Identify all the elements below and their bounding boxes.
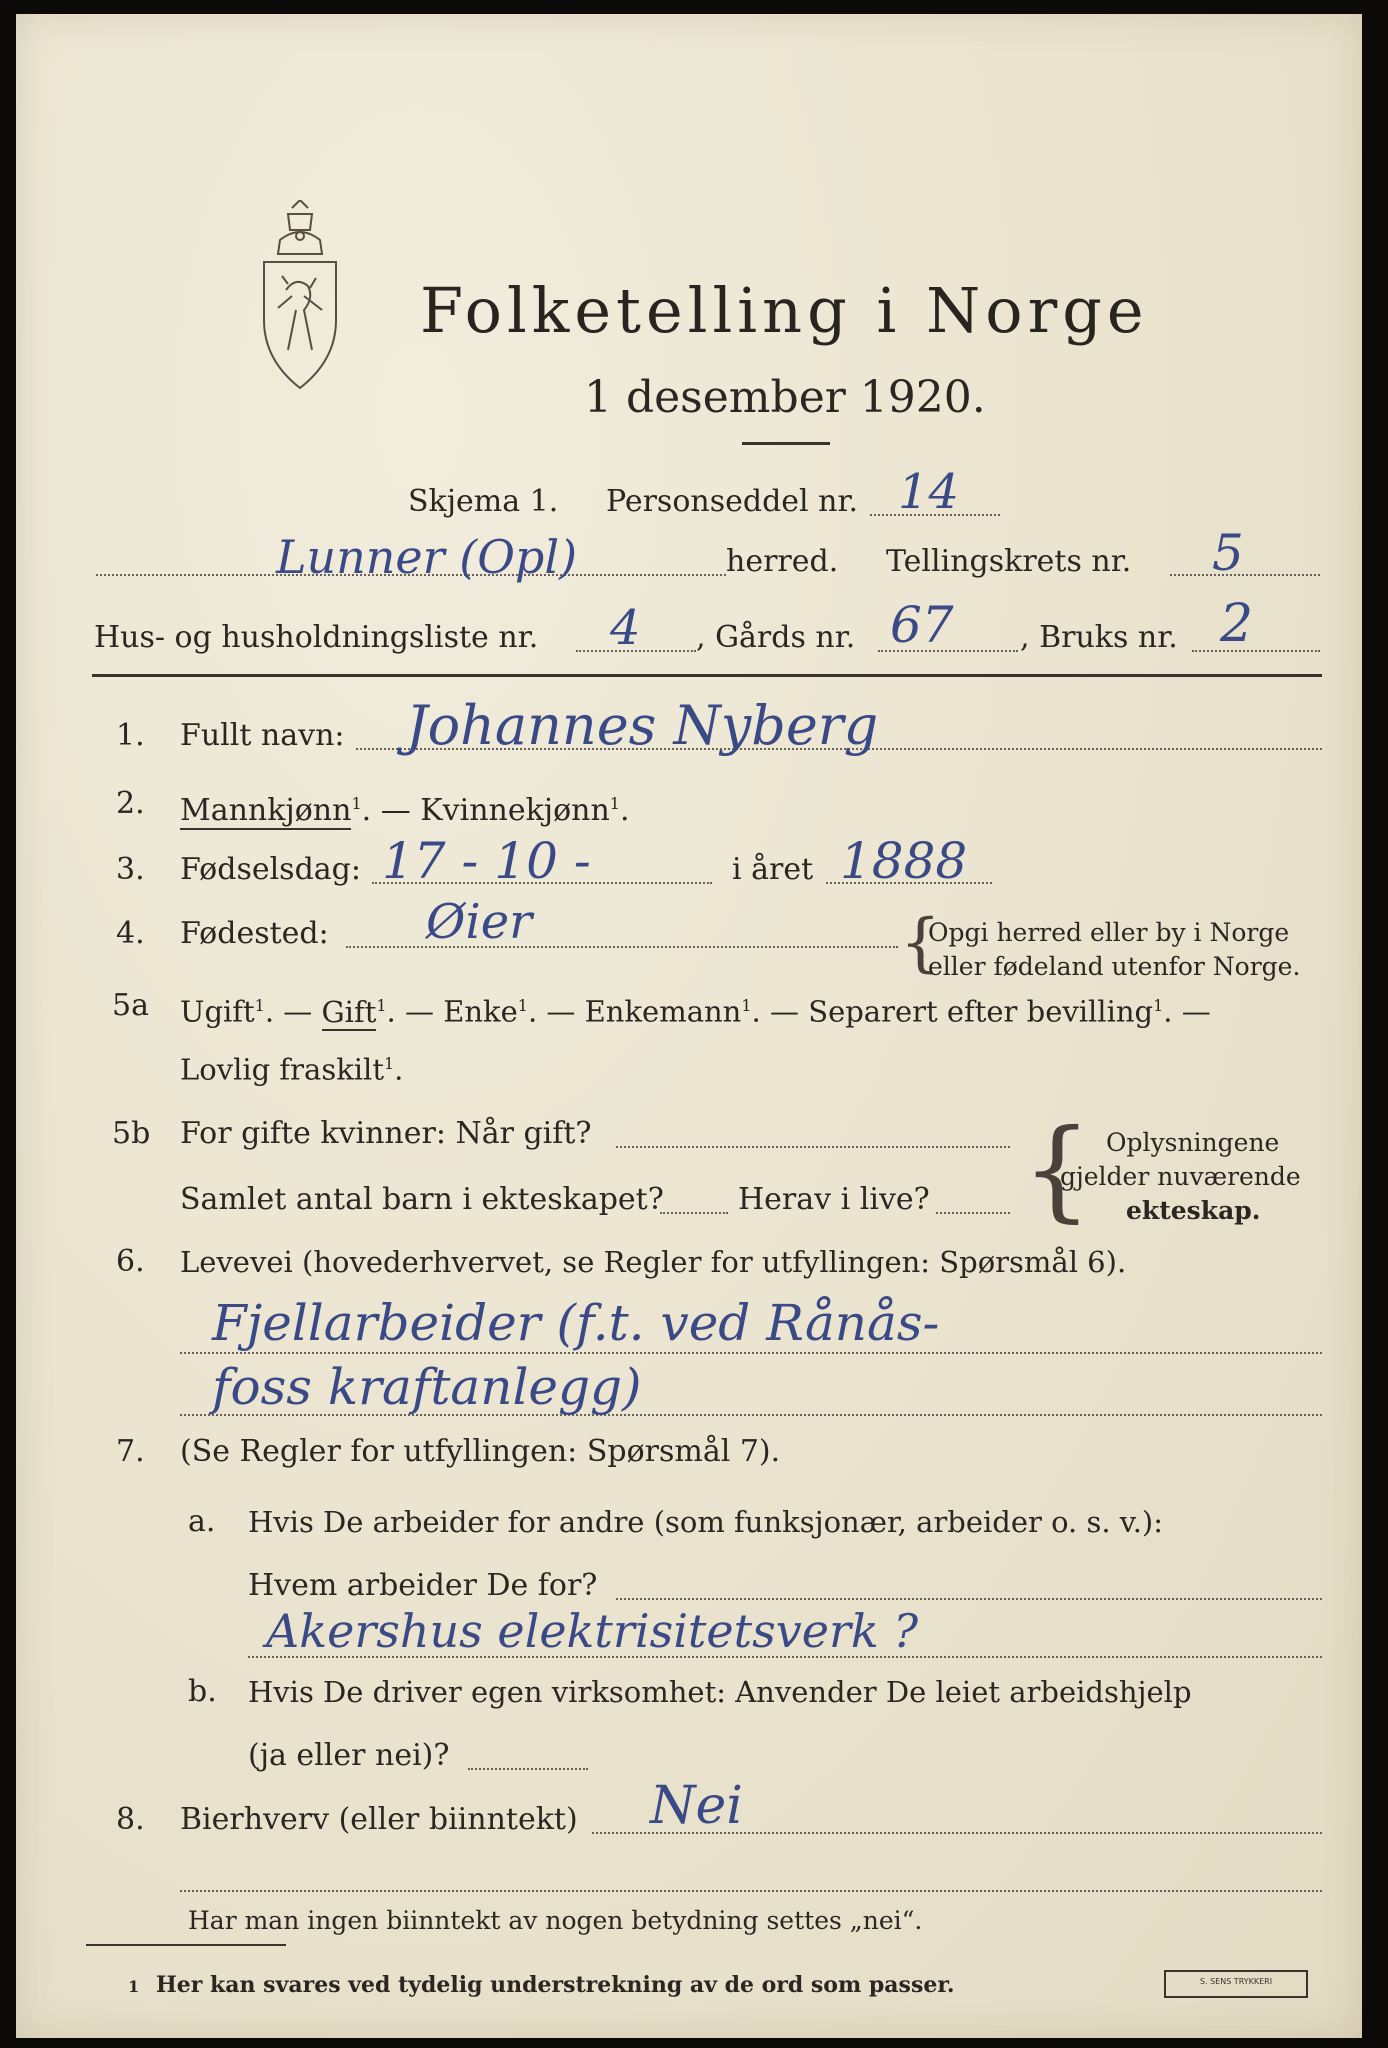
q7a-question: Hvem arbeider De for? [248, 1568, 598, 1603]
q5b-note-line2-text: gjelder nuværende [1060, 1162, 1301, 1191]
q7b-label: Hvis De driver egen virksomhet: Anvender De leiet arbeidshjelp [248, 1675, 1192, 1709]
q2-end: . [619, 793, 630, 828]
footnote-mark: 1 [376, 996, 387, 1015]
alive-line [936, 1212, 1010, 1214]
birthplace-value: Øier [426, 894, 533, 950]
year-label: i året [732, 852, 814, 887]
personseddel-label: Personseddel nr. [606, 484, 859, 519]
married-when-line [616, 1146, 1010, 1148]
employer-line1 [616, 1598, 1322, 1600]
herred-label: herred. [726, 544, 839, 579]
q2-separator: . — [361, 793, 421, 828]
female-option: Kvinnekjønn [420, 793, 610, 828]
q1-number: 1. [116, 718, 145, 753]
census-form [16, 14, 1362, 2038]
q5b-label3: Herav i live? [738, 1182, 930, 1217]
bruks-value: 2 [1220, 594, 1254, 654]
q6-number: 6. [116, 1244, 145, 1279]
gards-label: , Gårds nr. [696, 620, 856, 655]
occupation-line1 [180, 1352, 1322, 1354]
q7-label: (Se Regler for utfyllingen: Spørsmål 7). [180, 1434, 781, 1469]
skjema-label: Skjema 1. [408, 484, 559, 519]
q8-note: Har man ingen biinntekt av nogen betydning settes „nei“. [188, 1906, 923, 1935]
q5a-number: 5a [112, 988, 149, 1023]
q8-number: 8. [116, 1802, 145, 1837]
occupation-value-line2: foss kraftanlegg) [212, 1358, 642, 1416]
husholdningsliste-label: Hus- og husholdningsliste nr. [94, 620, 539, 655]
q5b-label2: Samlet antal barn i ekteskapet? [180, 1182, 664, 1217]
footnote-text: Her kan svares ved tydelig understrekning av de ord som passer. [156, 1972, 955, 1998]
footnote-mark: 1 [351, 794, 362, 813]
census-date: 1 desember 1920. [584, 372, 986, 423]
marital-options: Ugift$^1$. — Gift$^1$. — Enke$^1$. — Enkemann$^1$. — Separert efter bevilling$^1$. — [180, 994, 1211, 1029]
q5b-number: 5b [112, 1116, 151, 1151]
printer-stamp [1164, 1970, 1308, 1998]
footnote-mark: 1 [254, 996, 265, 1015]
q5b-brace: { [1022, 1105, 1092, 1233]
footnote-mark: 1 [609, 794, 620, 813]
footnote-mark: 1 [741, 996, 752, 1015]
gards-value: 67 [890, 596, 954, 654]
title-divider [742, 442, 830, 445]
q8-label: Bierhverv (eller biinntekt) [180, 1802, 578, 1837]
q3-label: Fødselsdag: [180, 852, 361, 887]
tellingskrets-value: 5 [1212, 524, 1244, 582]
q2-options [180, 786, 630, 829]
herred-value: Lunner (Opl) [276, 530, 578, 584]
q7a-label: Hvis De arbeider for andre (som funksjonær, arbeider o. s. v.): [248, 1505, 1164, 1539]
q5b-note-line3: ekteskap. [1126, 1196, 1261, 1225]
q4-number: 4. [116, 916, 145, 951]
q2-number: 2. [116, 786, 145, 821]
q4-note-line1: Opgi herred eller by i Norge [928, 918, 1290, 947]
birth-year-value: 1888 [840, 832, 968, 890]
q5b-label1: For gifte kvinner: Når gift? [180, 1116, 592, 1151]
footnote-mark-label: 1 [128, 1977, 140, 1996]
q7b-letter: b. [188, 1674, 217, 1709]
printer-stamp-text: S. SENS TRYKKERI [1199, 1977, 1273, 1986]
header-divider [92, 674, 1322, 677]
q3-number: 3. [116, 852, 145, 887]
form-title: Folketelling i Norge [420, 274, 1149, 347]
enkemann-option: Enkemann [584, 994, 742, 1029]
footnote-mark: 1 [1153, 996, 1164, 1015]
full-name-value: Johannes Nyberg [406, 694, 879, 757]
footnote-mark: 1 [517, 996, 528, 1015]
male-option: Mannkjønn [180, 793, 352, 828]
children-line [660, 1212, 728, 1214]
hired-help-line [468, 1768, 588, 1770]
q7a-letter: a. [188, 1504, 216, 1539]
occupation-value-line1: Fjellarbeider (f.t. ved Rånås- [212, 1294, 940, 1352]
tellingskrets-label: Tellingskrets nr. [886, 544, 1132, 579]
q5b-note-line2 [1060, 1162, 1301, 1192]
q4-note-line2: eller fødeland utenfor Norge. [928, 952, 1301, 981]
bruks-line [1192, 650, 1320, 652]
lovlig-fraskilt-option: Lovlig fraskilt [180, 1052, 384, 1087]
enke-option: Enke [443, 994, 518, 1029]
husholdningsliste-value: 4 [610, 600, 641, 656]
q4-label: Fødested: [180, 916, 329, 951]
q1-label: Fullt navn: [180, 718, 345, 753]
q5b-note-line1: Oplysningene [1106, 1128, 1280, 1157]
lovlig-fraskilt-row: Lovlig fraskilt$^1$. [180, 1052, 404, 1087]
personseddel-value: 14 [898, 464, 960, 520]
employer-value: Akershus elektrisitetsverk ? [266, 1604, 919, 1658]
q6-label: Levevei (hovederhvervet, se Regler for utfyllingen: Spørsmål 6). [180, 1245, 1127, 1279]
birthday-value: 17 - 10 - [382, 832, 591, 890]
q7b-question: (ja eller nei)? [248, 1738, 450, 1773]
side-income-line2 [180, 1890, 1322, 1892]
footnote-mark: 1 [383, 1054, 395, 1073]
norway-coat-of-arms-icon [252, 200, 348, 400]
side-income-value: Nei [650, 1776, 743, 1836]
bruks-label: , Bruks nr. [1020, 620, 1178, 655]
tellingskrets-line [1170, 574, 1320, 576]
q4-brace: { [900, 906, 941, 980]
separert-option: Separert efter bevilling [808, 994, 1154, 1029]
footnote-divider [86, 1944, 286, 1946]
gift-option: Gift [321, 994, 377, 1029]
ugift-option: Ugift [180, 994, 255, 1029]
q7-number: 7. [116, 1434, 145, 1469]
